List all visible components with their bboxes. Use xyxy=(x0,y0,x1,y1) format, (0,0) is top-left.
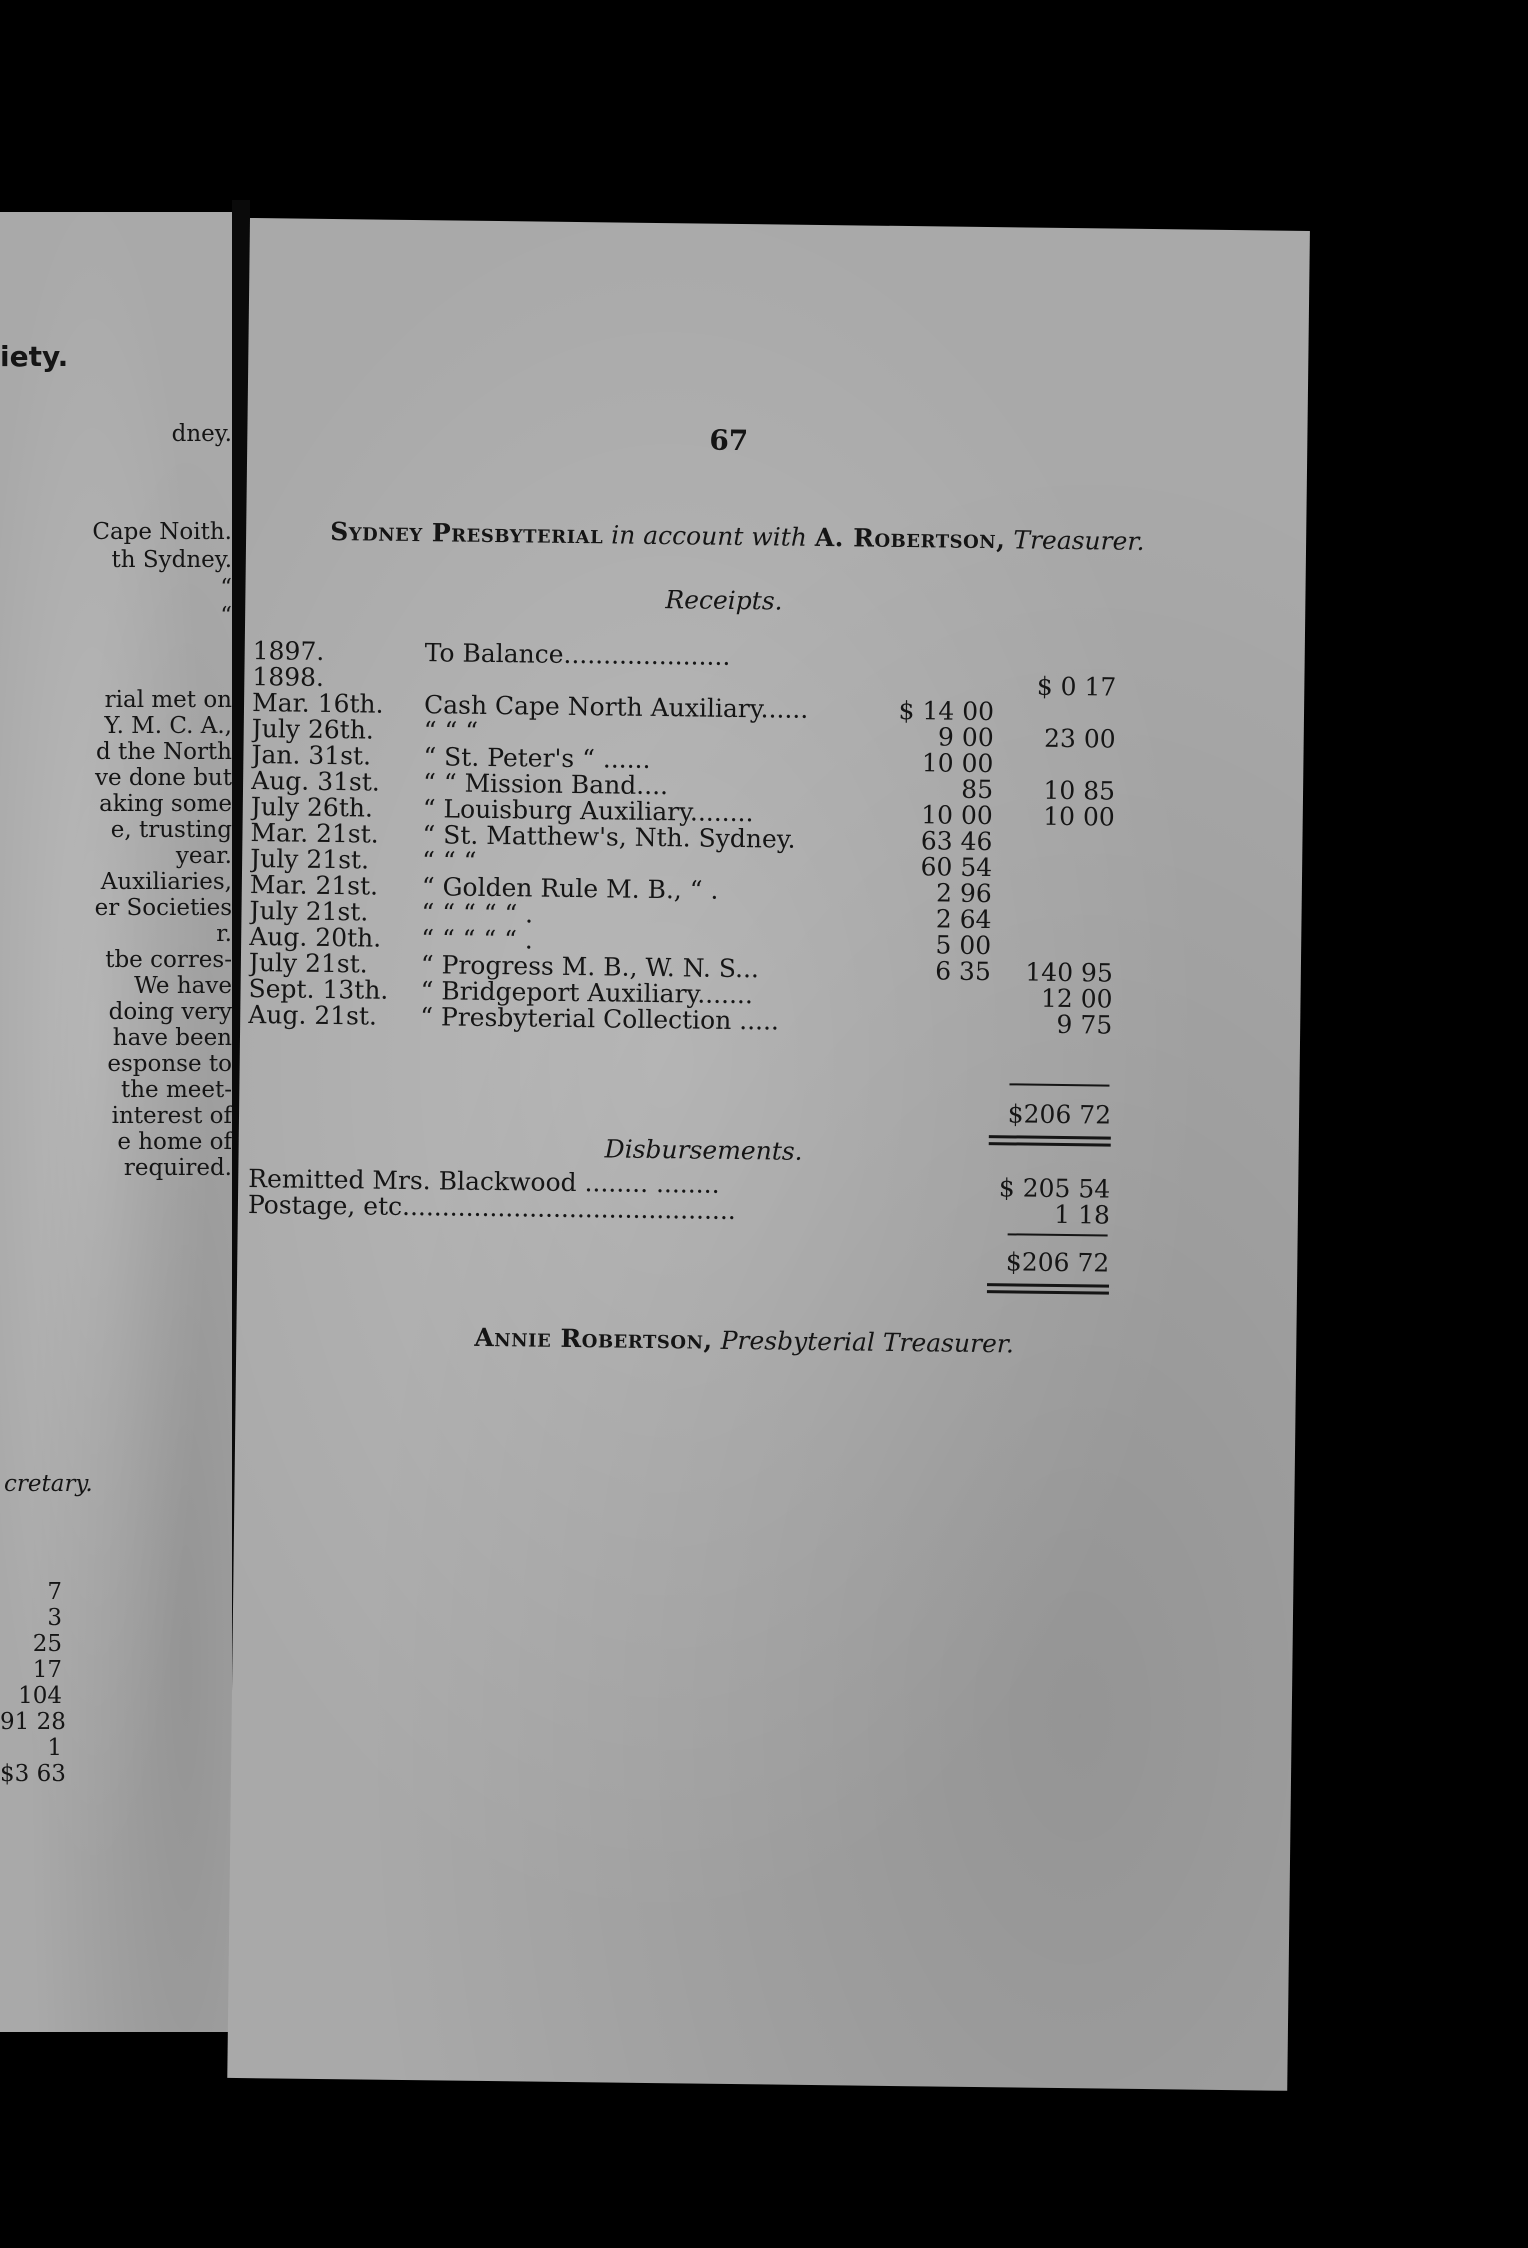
receipt-amount: 10 00 xyxy=(921,800,993,831)
left-page-line: Y. M. C. A., xyxy=(104,713,232,739)
receipt-amount: $ 14 00 xyxy=(898,695,995,727)
disbursements-total: $206 72 xyxy=(1005,1247,1110,1278)
receipt-amount: 2 64 xyxy=(935,904,992,935)
receipt-description: “ “ “ “ “ . xyxy=(421,924,533,955)
receipt-subtotal xyxy=(1002,905,1114,906)
receipts-total-rule xyxy=(1009,1083,1109,1086)
receipt-date: Sept. 13th. xyxy=(248,974,389,1005)
receipt-amount: 85 xyxy=(961,774,994,805)
receipt-description: “ “ Mission Band.... xyxy=(422,768,669,801)
receipt-subtotal xyxy=(1001,931,1113,932)
receipt-subtotal xyxy=(1002,879,1114,880)
receipt-subtotal: 10 00 xyxy=(1042,801,1115,832)
left-page-heading: iety. xyxy=(0,340,69,373)
left-page xyxy=(0,212,232,2032)
receipt-description: “ Bridgeport Auxiliary....... xyxy=(420,976,754,1010)
receipt-description: “ “ “ xyxy=(421,846,477,876)
left-page-line: e home of xyxy=(117,1129,232,1155)
disbursements-total-double-rule xyxy=(987,1283,1109,1294)
disbursement-row-1-desc: Remitted Mrs. Blackwood ........ ........ xyxy=(248,1164,720,1199)
heading-treasurer-title: Treasurer. xyxy=(1013,525,1145,556)
signature-name: Annie Robertson, xyxy=(474,1322,713,1355)
receipt-date: July 21st. xyxy=(249,844,370,875)
left-page-line: year. xyxy=(175,843,232,869)
left-page-line: r. xyxy=(216,921,232,947)
receipts-title: Receipts. xyxy=(665,585,783,616)
receipt-date: 1898. xyxy=(252,662,325,692)
disbursement-row-1-amount: $ 205 54 xyxy=(998,1173,1111,1204)
receipt-amount: 2 96 xyxy=(935,878,992,909)
receipt-description: Cash Cape North Auxiliary...... xyxy=(423,690,809,724)
receipt-amount xyxy=(885,670,995,671)
left-page-number: 104 xyxy=(18,1683,62,1709)
left-page-number: 17 xyxy=(32,1657,62,1683)
left-page-number: 91 28 xyxy=(0,1709,66,1735)
left-page-line: esponse to xyxy=(107,1051,232,1077)
receipt-subtotal: 10 85 xyxy=(1043,775,1116,806)
receipt-date: July 26th. xyxy=(250,792,374,823)
left-page-line: “ xyxy=(220,575,232,601)
left-page-line: tbe corres- xyxy=(105,947,232,973)
receipt-amount: 60 54 xyxy=(920,852,993,883)
receipt-subtotal xyxy=(1002,853,1114,854)
receipt-description: “ Louisburg Auxiliary........ xyxy=(422,794,754,828)
left-page-line: er Societies xyxy=(94,895,232,921)
receipt-date: Mar. 21st. xyxy=(249,870,379,901)
receipt-description: “ “ “ “ “ . xyxy=(421,898,534,929)
receipt-date: Mar. 16th. xyxy=(251,688,384,719)
receipt-amount: 9 00 xyxy=(937,722,994,753)
receipt-description: “ Progress M. B., W. N. S... xyxy=(420,950,760,984)
receipt-amount: 63 46 xyxy=(920,826,993,857)
receipt-subtotal: $ 0 17 xyxy=(1036,671,1117,702)
left-page-signature: cretary. xyxy=(4,1471,93,1497)
left-page-line: have been xyxy=(112,1025,232,1051)
receipt-date: Aug. 31st. xyxy=(250,766,380,797)
left-page-line: dney. xyxy=(171,421,232,447)
receipt-date: July 21st. xyxy=(249,896,369,927)
left-page-line: interest of xyxy=(111,1103,232,1129)
left-page-line: We have xyxy=(134,973,232,999)
receipt-amount xyxy=(880,1008,990,1009)
page-number: 67 xyxy=(709,423,749,458)
receipt-subtotal: 23 00 xyxy=(1043,723,1116,754)
heading-in-account: in account with xyxy=(611,520,808,552)
left-page-line: required. xyxy=(123,1155,232,1181)
right-page xyxy=(227,218,1310,2091)
left-page-number: 3 xyxy=(47,1605,62,1631)
left-page-number: 7 xyxy=(47,1579,62,1605)
left-page-number: 1 xyxy=(47,1735,62,1761)
left-page-line: Cape Noith. xyxy=(92,519,232,545)
receipt-amount xyxy=(885,644,995,645)
left-page-line: d the North xyxy=(95,739,232,765)
receipt-description: “ St. Matthew's, Nth. Sydney. xyxy=(422,820,796,854)
receipt-description: To Balance..................... xyxy=(424,638,731,671)
receipt-amount: 6 35 xyxy=(935,956,992,987)
receipt-description: “ St. Peter's “ ...... xyxy=(423,742,651,774)
heading-presbyterial: Sydney Presbyterial xyxy=(329,517,604,550)
account-heading xyxy=(330,517,1145,556)
receipt-subtotal xyxy=(1005,645,1117,646)
receipt-date: Jan. 31st. xyxy=(251,740,372,771)
disbursement-row-2-amount: 1 18 xyxy=(1054,1199,1111,1230)
receipt-date: Aug. 21st. xyxy=(248,1000,378,1031)
receipt-subtotal: 9 75 xyxy=(1056,1009,1113,1040)
receipt-date: Aug. 20th. xyxy=(249,922,382,953)
disbursements-title: Disbursements. xyxy=(604,1134,803,1166)
left-page-number: $3 63 xyxy=(0,1761,66,1787)
left-page-line: the meet- xyxy=(120,1077,232,1103)
left-page-line: rial met on xyxy=(104,687,232,713)
heading-treasurer-name: A. Robertson, xyxy=(814,522,1006,555)
receipt-subtotal: 12 00 xyxy=(1040,983,1113,1014)
receipts-total: $206 72 xyxy=(1007,1099,1112,1130)
treasurer-signature xyxy=(474,1323,1014,1359)
signature-title: Presbyterial Treasurer. xyxy=(720,1325,1015,1359)
receipt-subtotal: 140 95 xyxy=(1025,957,1114,988)
disbursement-row-2-desc: Postage, etc.......................................... xyxy=(247,1190,737,1226)
left-page-number: 25 xyxy=(32,1631,62,1657)
left-page-line: “ xyxy=(220,603,232,629)
receipt-date: July 26th. xyxy=(251,714,375,745)
receipts-total-double-rule xyxy=(989,1135,1111,1146)
receipt-date: July 21st. xyxy=(248,948,368,979)
receipt-description: “ “ “ xyxy=(423,716,479,746)
left-page-line: aking some xyxy=(99,791,232,817)
receipt-description: “ Golden Rule M. B., “ . xyxy=(421,872,719,905)
left-page-line: ve done but xyxy=(94,765,232,791)
receipt-date: Mar. 21st. xyxy=(250,818,379,849)
left-page-line: th Sydney. xyxy=(111,547,232,573)
receipt-date: 1897. xyxy=(252,636,325,666)
receipt-amount: 5 00 xyxy=(935,930,992,961)
left-page-line: doing very xyxy=(108,999,232,1025)
receipt-description: “ Presbyterial Collection ..... xyxy=(420,1002,780,1036)
disbursements-total-rule xyxy=(1008,1233,1108,1236)
left-page-line: e, trusting xyxy=(110,817,232,843)
left-page-line: Auxiliaries, xyxy=(100,869,232,895)
receipt-amount: 10 00 xyxy=(921,748,994,779)
